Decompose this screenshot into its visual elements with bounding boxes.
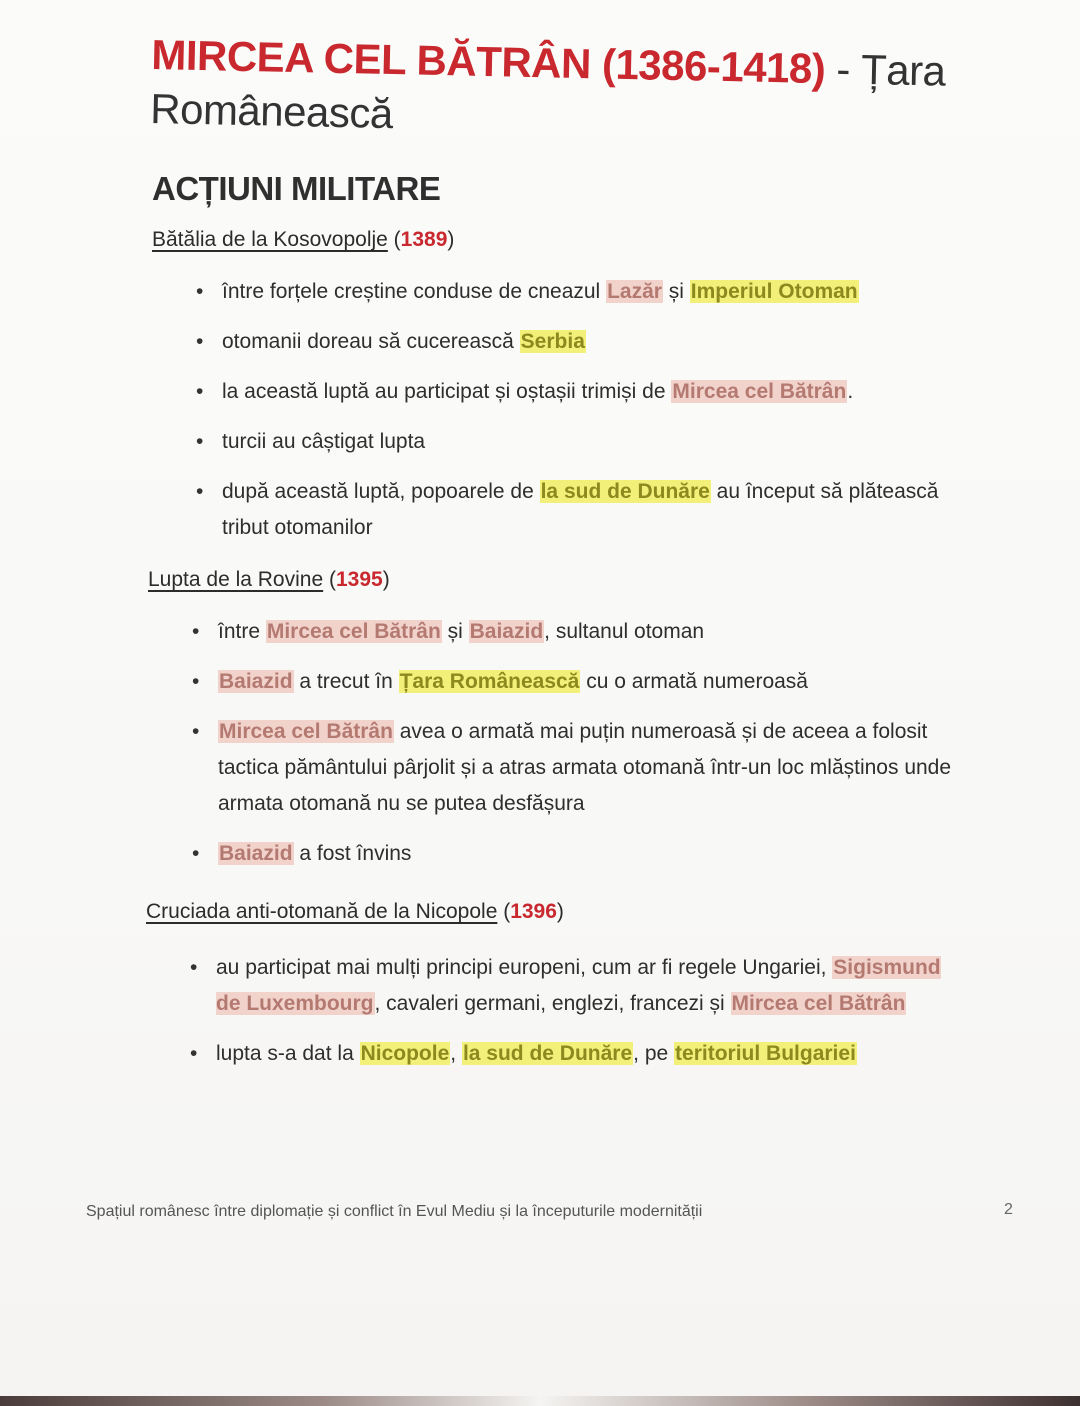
text-run: avea o armată mai puțin numeroasă și de aceea a folosit tactica pământului pârjolit și a atras armata otomană într-un loc mlăștinos unde armata otomană nu se putea desfășura <box>218 720 952 815</box>
text-run: lupta s-a dat la <box>216 1042 360 1065</box>
text-run: la această luptă au participat și oștașii trimiși de <box>222 380 672 403</box>
bullet-item <box>196 374 956 410</box>
title-years: (1386-1418) <box>601 40 826 93</box>
text-run: otomanii doreau să cucerească <box>222 330 520 353</box>
text-run: . <box>847 380 854 403</box>
text-run: turcii au câștigat lupta <box>222 430 426 453</box>
highlight-rose: Mircea cel Bătrân <box>266 620 441 643</box>
highlight-yellow: Imperiul Otoman <box>690 280 858 303</box>
page-title: MIRCEA CEL BĂTRÂN (1386-1418) - Țara Românească <box>149 30 946 138</box>
text-run: între forțele creștine conduse de cneazul <box>222 280 607 303</box>
bullet-item <box>196 474 956 546</box>
bullet-item <box>196 424 956 460</box>
text-run: , cavaleri germani, englezi, francezi și <box>374 992 731 1015</box>
bullet-item <box>192 714 952 822</box>
highlight-rose: Baiazid <box>219 670 293 693</box>
text-run: a fost învins <box>293 842 412 865</box>
highlight-yellow: teritoriul Bulgariei <box>675 1042 856 1065</box>
highlight-rose: Lazăr <box>607 280 662 303</box>
bullet-item <box>192 614 952 650</box>
highlight-rose: Baiazid <box>219 842 293 865</box>
photo-edge <box>0 1396 1080 1406</box>
text-run: au participat mai mulți principi europeni, cum ar fi regele Ungariei, <box>216 956 833 979</box>
page-footer: Spațiul românesc între diplomație și conflict în Evul Mediu și la începuturile modernității <box>86 1203 703 1220</box>
bullet-list-kosovo <box>196 274 956 560</box>
highlight-rose: Mircea cel Bătrân <box>219 720 393 743</box>
text-run: , <box>450 1042 462 1065</box>
highlight-rose: Mircea cel Bătrân <box>672 380 847 403</box>
bullet-list-nicopole <box>190 950 950 1086</box>
highlight-yellow: Țara Românească <box>399 670 580 693</box>
page-number: 2 <box>1004 1201 1013 1218</box>
highlight-yellow: la sud de Dunăre <box>462 1042 633 1065</box>
year-badge: 1396 <box>510 900 557 923</box>
text-run: cu o armată numeroasă <box>580 670 808 693</box>
highlight-rose: Mircea cel Bătrân <box>731 992 906 1015</box>
bullet-item <box>196 274 956 310</box>
bullet-item <box>190 1036 950 1072</box>
text-run: , pe <box>633 1042 675 1065</box>
bullet-item <box>192 836 952 872</box>
text-run: , sultanul otoman <box>544 620 705 643</box>
text-run: au început să plătească tribut otomanilor <box>222 480 939 539</box>
bullet-item <box>190 950 950 1022</box>
highlight-yellow: la sud de Dunăre <box>540 480 710 503</box>
highlight-yellow: Nicopole <box>360 1042 450 1065</box>
highlight-rose: Sigismund de Luxembourg <box>216 956 941 1015</box>
bullet-list-rovine <box>192 614 952 886</box>
bullet-item <box>192 664 952 700</box>
year-badge: 1389 <box>400 228 448 251</box>
subsection-heading-rovine: Lupta de la Rovine (1395) <box>148 568 390 591</box>
bullet-item <box>196 324 956 360</box>
title-region-cont: Românească <box>149 84 394 138</box>
text-run: a trecut în <box>293 670 399 693</box>
highlight-rose: Baiazid <box>469 620 544 643</box>
highlight-yellow: Serbia <box>520 330 585 353</box>
text-run: după această luptă, popoarele de <box>222 480 540 503</box>
subsection-heading-kosovo: Bătălia de la Kosovopolje (1389) <box>152 228 455 251</box>
title-region: Țara <box>860 45 946 95</box>
text-run: și <box>662 280 690 303</box>
title-name: MIRCEA CEL BĂTRÂN <box>150 30 592 88</box>
section-heading: ACȚIUNI MILITARE <box>152 170 441 207</box>
subsection-heading-nicopole: Cruciada anti-otomană de la Nicopole (1396) <box>146 900 564 923</box>
text-run: între <box>218 620 266 643</box>
year-badge: 1395 <box>335 568 383 591</box>
text-run: și <box>441 620 469 643</box>
